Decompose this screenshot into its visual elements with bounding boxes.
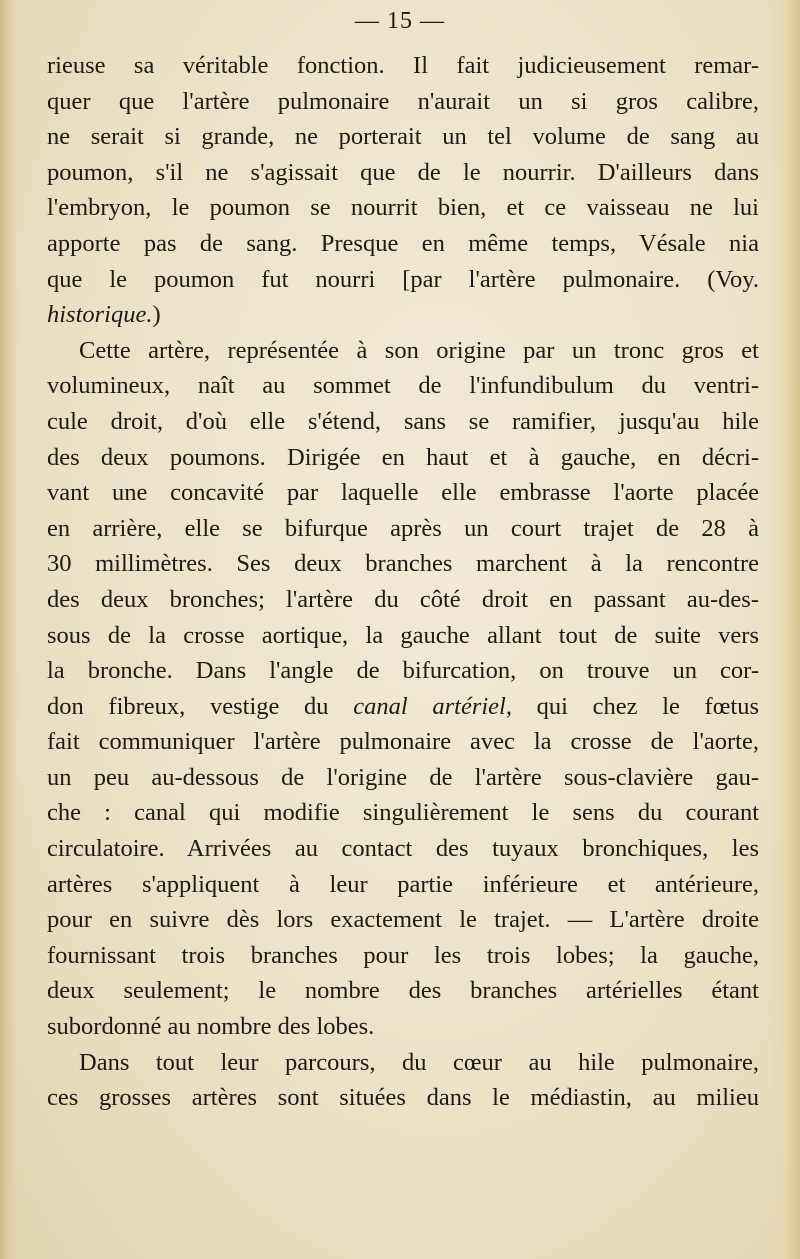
text-line: que le poumon fut nourri [par l'artère pulmonaire. (Voy.: [47, 265, 759, 293]
text-line: quer que l'artère pulmonaire n'aurait un si gros calibre,: [47, 87, 759, 115]
text-line: des deux poumons. Dirigée en haut et à gauche, en décri-: [47, 443, 759, 471]
italic-reference: historique.: [47, 301, 153, 329]
text-line: en arrière, elle se bifurque après un court trajet de 28 à: [47, 514, 759, 542]
text-line: l'embryon, le poumon se nourrit bien, et ce vaisseau ne lui: [47, 194, 759, 222]
text-line: un peu au-dessous de l'origine de l'artère sous-clavière gau-: [47, 763, 759, 791]
text-line: subordonné au nombre des lobes.: [47, 1013, 375, 1041]
text-line: fournissant trois branches pour les trois lobes; la gauche,: [47, 941, 759, 969]
italic-term: canal artériel,: [353, 692, 512, 720]
text-line: artères s'appliquent à leur partie inférieure et antérieure,: [47, 870, 759, 898]
text-line: ne serait si grande, ne porterait un tel volume de sang au: [47, 123, 759, 151]
text-line: poumon, s'il ne s'agissait que de le nourrir. D'ailleurs dans: [47, 158, 759, 186]
text-line: che : canal qui modifie singulièrement le sens du courant: [47, 799, 759, 827]
text-line: deux seulement; le nombre des branches artérielles étant: [47, 977, 759, 1005]
text-line: la bronche. Dans l'angle de bifurcation, on trouve un cor-: [47, 657, 759, 685]
page-left-shadow: [0, 0, 18, 1259]
text-line: sous de la crosse aortique, la gauche allant tout de suite vers: [47, 621, 759, 649]
text-line: ces grosses artères sont situées dans le médiastin, au milieu: [47, 1084, 759, 1112]
text-line-canal: don fibreux, vestige du canal artériel, qui chez le fœtus: [47, 692, 760, 720]
text-line: volumineux, naît au sommet de l'infundibulum du ventri-: [47, 372, 759, 400]
page-number: — 15 —: [355, 8, 445, 34]
text-line: des deux bronches; l'artère du côté droit en passant au-des-: [47, 585, 759, 613]
text-line: fait communiquer l'artère pulmonaire avec la crosse de l'aorte,: [47, 728, 759, 756]
text-line-historique: historique.): [47, 301, 161, 329]
text-line: Cette artère, représentée à son origine par un tronc gros et: [79, 336, 759, 364]
text-line: rieuse sa véritable fonction. Il fait judicieusement remar-: [47, 52, 759, 79]
page-right-shadow: [770, 0, 800, 1259]
text-line: cule droit, d'où elle s'étend, sans se ramifier, jusqu'au hile: [47, 407, 759, 435]
text-line: vant une concavité par laquelle elle embrasse l'aorte placée: [47, 479, 759, 507]
body-text: [47, 48, 759, 1116]
text-line: apporte pas de sang. Presque en même temps, Vésale nia: [47, 229, 759, 257]
text-line: 30 millimètres. Ses deux branches marchent à la rencontre: [47, 550, 759, 578]
text-line: pour en suivre dès lors exactement le trajet. — L'artère droite: [47, 906, 759, 934]
text-line: circulatoire. Arrivées au contact des tuyaux bronchiques, les: [47, 835, 759, 863]
text-line: Dans tout leur parcours, du cœur au hile pulmonaire,: [79, 1048, 759, 1076]
